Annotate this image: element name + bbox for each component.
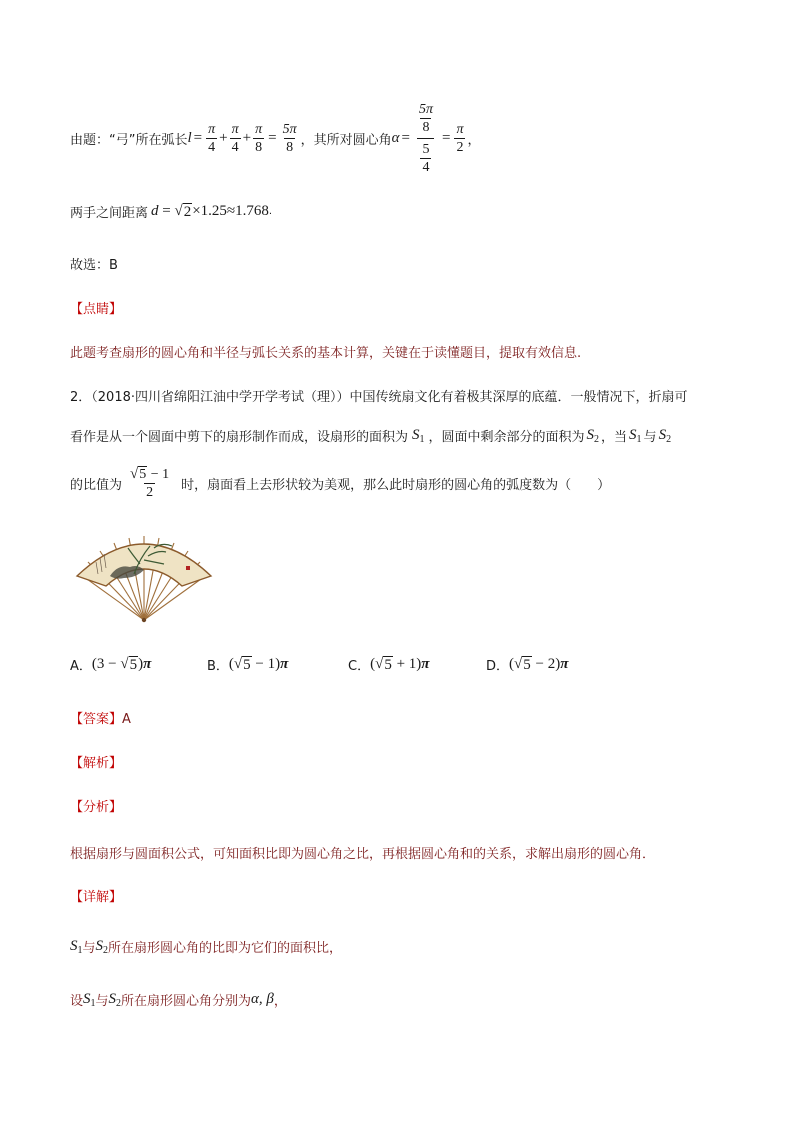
radicand: 2: [183, 204, 192, 220]
fraction-numerator: 5π: [282, 121, 297, 137]
var-S: S: [83, 990, 91, 1007]
sqrt-2: [174, 203, 192, 220]
option-post: − 1): [251, 656, 281, 672]
minus-one: − 1: [147, 466, 170, 482]
word-yu: 与: [643, 430, 657, 445]
folding-fan-image: [74, 534, 214, 624]
detail2-pre: 设: [70, 994, 84, 1009]
option-pre: (: [228, 656, 234, 672]
var-S2: [109, 991, 122, 1009]
compound-denominator: [417, 138, 434, 176]
sqrt-symbol: √: [233, 656, 243, 672]
fraction-denominator: 4: [231, 139, 239, 155]
answer-line: [70, 708, 131, 727]
pi-symbol: π: [421, 656, 430, 672]
option-label: B．: [207, 659, 229, 674]
fraction-numerator: π: [456, 121, 464, 137]
var-S: S: [586, 426, 595, 443]
option-label: C．: [348, 659, 371, 674]
answer-value: A: [122, 712, 131, 727]
fan-pivot: [142, 618, 146, 622]
distance-expression: [148, 203, 269, 220]
subscript-1: 1: [77, 944, 83, 956]
word-yu: 与: [82, 941, 96, 956]
option-pre: (3 −: [91, 656, 121, 672]
var-S2: [587, 427, 600, 445]
tag-jiexi: 【解析】: [70, 756, 123, 771]
equals-sign: =: [401, 129, 410, 146]
tag-dianjing: 【点睛】: [70, 302, 123, 317]
radicand: 5: [129, 657, 138, 673]
plus-sign: +: [219, 129, 228, 146]
option-post: − 2): [531, 656, 561, 672]
fraction-pi-over-2: [454, 121, 465, 156]
option-c[interactable]: [348, 655, 486, 674]
compound-numerator: [414, 101, 438, 138]
fraction-denominator: 2: [146, 484, 154, 500]
fraction-denominator: 8: [286, 139, 294, 155]
q2-line3-post: 时，扇面看上去形状较为美观，那么此时扇形的圆心角的弧度数为（ ）: [181, 477, 611, 493]
equals-sign: =: [193, 129, 203, 146]
var-d: d: [151, 203, 159, 219]
detail2-text: 所在扇形圆心角分别为: [121, 994, 252, 1009]
tag-fenxi: 【分析】: [70, 800, 123, 815]
subscript-1: 1: [90, 997, 96, 1009]
word-yu: 与: [95, 994, 109, 1009]
sqrt-symbol: √: [174, 203, 183, 219]
sqrt-5: [375, 656, 393, 673]
question-2-line-1: 2．（2018·四川省绵阳江油中学开学考试（理））中国传统扇文化有着极其深厚的底蕴．一般情况下，折扇可: [70, 390, 688, 405]
equals-sign: =: [158, 203, 175, 219]
fan-seal: [186, 566, 190, 570]
fraction-denominator: 4: [422, 159, 430, 175]
option-b[interactable]: [207, 655, 348, 674]
var-S: S: [70, 937, 78, 954]
fraction-5-over-4-inner: [420, 141, 431, 176]
arc-length-expression: [187, 121, 300, 156]
var-S1: [83, 991, 96, 1009]
sqrt-5: [130, 466, 147, 483]
line-end-period: .: [268, 206, 273, 217]
radicand: 5: [384, 657, 392, 673]
option-a[interactable]: [70, 655, 207, 674]
sqrt-5: [234, 656, 252, 673]
var-S: S: [658, 426, 667, 443]
var-S2: [96, 938, 109, 956]
subscript-2: 2: [594, 433, 600, 445]
q2-line2-pre: 看作是从一个圆面中剪下的扇形制作而成，设扇形的面积为: [70, 430, 409, 445]
fraction-5pi-over-8-inner: [417, 101, 435, 136]
var-S: S: [108, 990, 117, 1007]
option-pre: (: [509, 656, 515, 672]
subscript-2: 2: [666, 433, 672, 445]
option-pre: (: [370, 656, 376, 672]
dianjing-text: 此题考查扇形的圆心角和半径与弧长关系的基本计算，关键在于读懂题目，提取有效信息.: [70, 346, 582, 361]
option-expression: [92, 656, 151, 673]
fraction-denominator: 8: [422, 119, 430, 135]
arc-length-prefix: 由题：“弓”所在弧长: [70, 132, 188, 148]
option-post: ): [138, 656, 144, 672]
fraction-pi-over-4-a: [206, 121, 217, 156]
option-label: D．: [486, 659, 510, 674]
option-post: + 1): [392, 656, 422, 672]
option-d[interactable]: [486, 655, 626, 674]
q2-line3-pre: 的比值为: [70, 477, 123, 493]
detail-line-2: [70, 990, 287, 1009]
var-alpha: α: [391, 129, 400, 146]
question-2-line-2: [70, 426, 673, 445]
solution-line-arc-length: [70, 100, 480, 176]
fraction-denominator: 2: [456, 139, 464, 155]
fraction-5pi-over-8: [281, 121, 299, 156]
var-S1: [70, 938, 83, 956]
tag-answer: 【答案】: [70, 712, 123, 727]
distance-prefix: 两手之间距离: [70, 206, 149, 221]
radicand: 5: [243, 657, 251, 673]
pi-symbol: π: [280, 656, 289, 672]
option-expression: [370, 656, 429, 673]
alpha-beta: α, β: [251, 991, 274, 1007]
fraction-denominator: 4: [208, 139, 216, 155]
central-angle-expression: [392, 101, 468, 176]
var-S: S: [95, 937, 104, 954]
equals-sign: =: [268, 129, 277, 146]
option-label: A．: [70, 659, 92, 674]
pi-symbol: π: [143, 656, 152, 672]
choice-result: 故选：B: [70, 258, 118, 273]
solution-line-distance: [70, 202, 272, 221]
fraction-pi-over-8: [253, 121, 264, 156]
subscript-1: 1: [419, 433, 425, 445]
plus-sign: +: [242, 129, 252, 146]
line-end-comma: ，: [467, 132, 481, 148]
subscript-1: 1: [636, 433, 642, 445]
fraction-numerator: [128, 466, 171, 483]
sqrt-symbol: √: [120, 656, 129, 672]
tag-xiangjie: 【详解】: [70, 890, 123, 905]
fraction-numerator: 5π: [418, 101, 433, 117]
subscript-2: 2: [116, 997, 122, 1009]
golden-ratio-fraction: [128, 466, 171, 501]
radicand: 5: [523, 657, 531, 673]
var-S: S: [629, 426, 637, 443]
q2-line2-mid: ，圆面中剩余部分的面积为: [428, 430, 585, 445]
var-S1: [412, 427, 425, 445]
var-S1: [629, 427, 642, 445]
var-l: l: [187, 129, 192, 146]
fenxi-text: 根据扇形与圆面积公式，可知面积比即为圆心角之比，再根据圆心角和的关系，求解出扇形的圆心角．: [70, 847, 656, 862]
fraction-numerator: π: [255, 121, 263, 137]
sqrt-symbol: √: [130, 465, 139, 482]
central-angle-text: ，其所对圆心角: [300, 132, 392, 148]
sqrt-symbol: √: [514, 656, 523, 672]
fraction-pi-over-4-b: [230, 121, 241, 156]
question-2-line-3: [70, 460, 610, 506]
sqrt-5: [514, 656, 532, 673]
option-expression: [229, 656, 288, 673]
var-S: S: [412, 426, 420, 443]
detail2-end: ，: [273, 994, 287, 1009]
pi-symbol: π: [560, 656, 569, 672]
detail1-text: 所在扇形圆心角的比即为它们的面积比，: [108, 941, 343, 956]
radicand: 5: [139, 466, 147, 482]
subscript-2: 2: [103, 944, 109, 956]
compound-fraction: [414, 101, 438, 176]
detail-line-1: [70, 937, 342, 956]
sqrt-5: [120, 656, 138, 673]
fraction-denominator: 8: [255, 139, 263, 155]
sqrt-symbol: √: [375, 656, 384, 672]
var-S2: [659, 427, 672, 445]
answer-options: [70, 655, 626, 674]
option-expression: [509, 656, 568, 673]
q2-line2-mid2: ，当: [601, 430, 628, 445]
distance-value: ×1.25≈1.768: [192, 203, 269, 219]
fraction-numerator: π: [231, 121, 239, 137]
fraction-numerator: π: [208, 121, 216, 137]
fraction-numerator: 5: [422, 141, 430, 157]
equals-sign: =: [441, 129, 451, 146]
